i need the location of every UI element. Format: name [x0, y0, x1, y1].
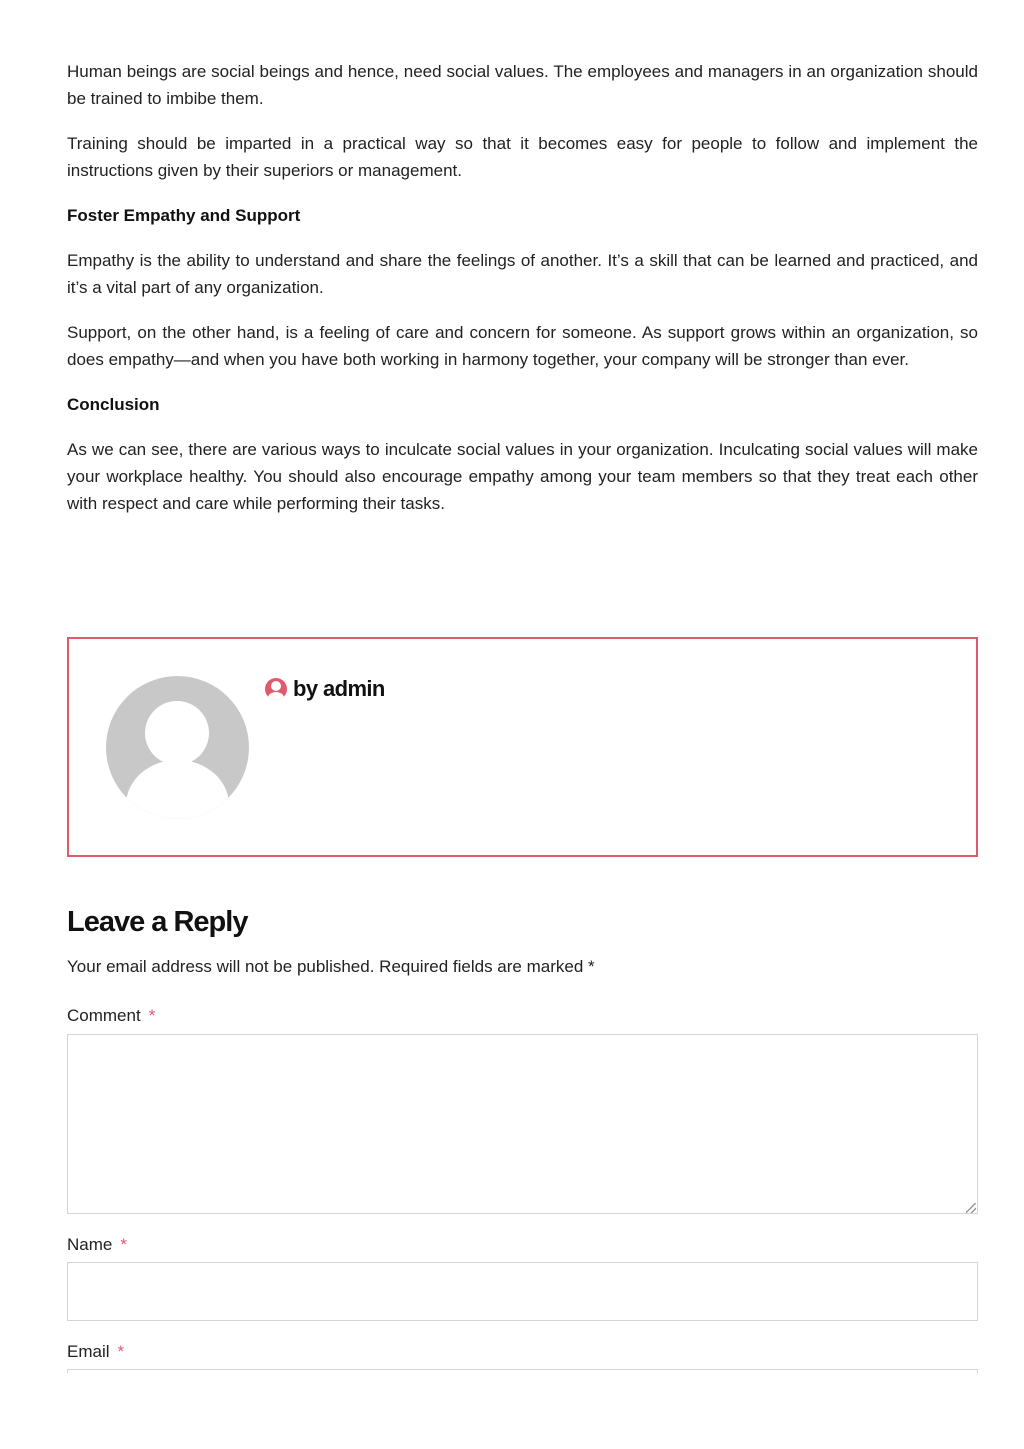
author-name[interactable]: by admin — [293, 676, 385, 701]
leave-reply-title: Leave a Reply — [67, 906, 248, 938]
comment-notes: Your email address will not be published. Required fields are marked * — [67, 957, 595, 976]
avatar-body-shape — [126, 760, 229, 819]
comment-label-text: Comment — [67, 1006, 141, 1025]
author-box — [67, 637, 978, 857]
email-label-text: Email — [67, 1342, 110, 1361]
article-paragraph: Human beings are social beings and hence, need social values. The employees and managers in an organization should be trained to imbibe them. — [67, 62, 978, 108]
section-heading-empathy: Foster Empathy and Support — [67, 206, 301, 225]
comment-textarea[interactable] — [67, 1034, 978, 1214]
name-label — [67, 1235, 127, 1255]
article-paragraph: As we can see, there are various ways to inculcate social values in your organization. Inculcating social values will make your workplace healthy. You should also encourage empathy among your team members so that they treat each other with respect and care while performing their tasks. — [67, 440, 978, 513]
name-label-text: Name — [67, 1235, 113, 1254]
article-body — [67, 58, 978, 535]
email-label — [67, 1342, 124, 1362]
section-heading-conclusion: Conclusion — [67, 395, 160, 414]
name-input[interactable] — [67, 1262, 978, 1321]
required-marker: * — [148, 1006, 156, 1025]
comment-label — [67, 1006, 155, 1026]
avatar — [106, 676, 249, 819]
required-marker: * — [117, 1342, 125, 1361]
author-link[interactable] — [265, 676, 385, 702]
viewport-bottom-edge — [0, 1373, 1024, 1449]
article-paragraph: Support, on the other hand, is a feeling of care and concern for someone. As support grows within an organization, so does empathy—and when you have both working in harmony together, your company will be stronger than ever. — [67, 323, 978, 369]
avatar-head-shape — [145, 701, 209, 765]
resize-grip-icon[interactable] — [966, 1203, 976, 1213]
article-paragraph: Empathy is the ability to understand and share the feelings of another. It’s a skill that can be learned and practiced, and it’s a vital part of any organization. — [67, 251, 978, 297]
user-circle-icon — [265, 678, 287, 700]
required-marker: * — [120, 1235, 127, 1254]
article-paragraph: Training should be imparted in a practical way so that it becomes easy for people to follow and implement the instructions given by their superiors or management. — [67, 134, 978, 180]
